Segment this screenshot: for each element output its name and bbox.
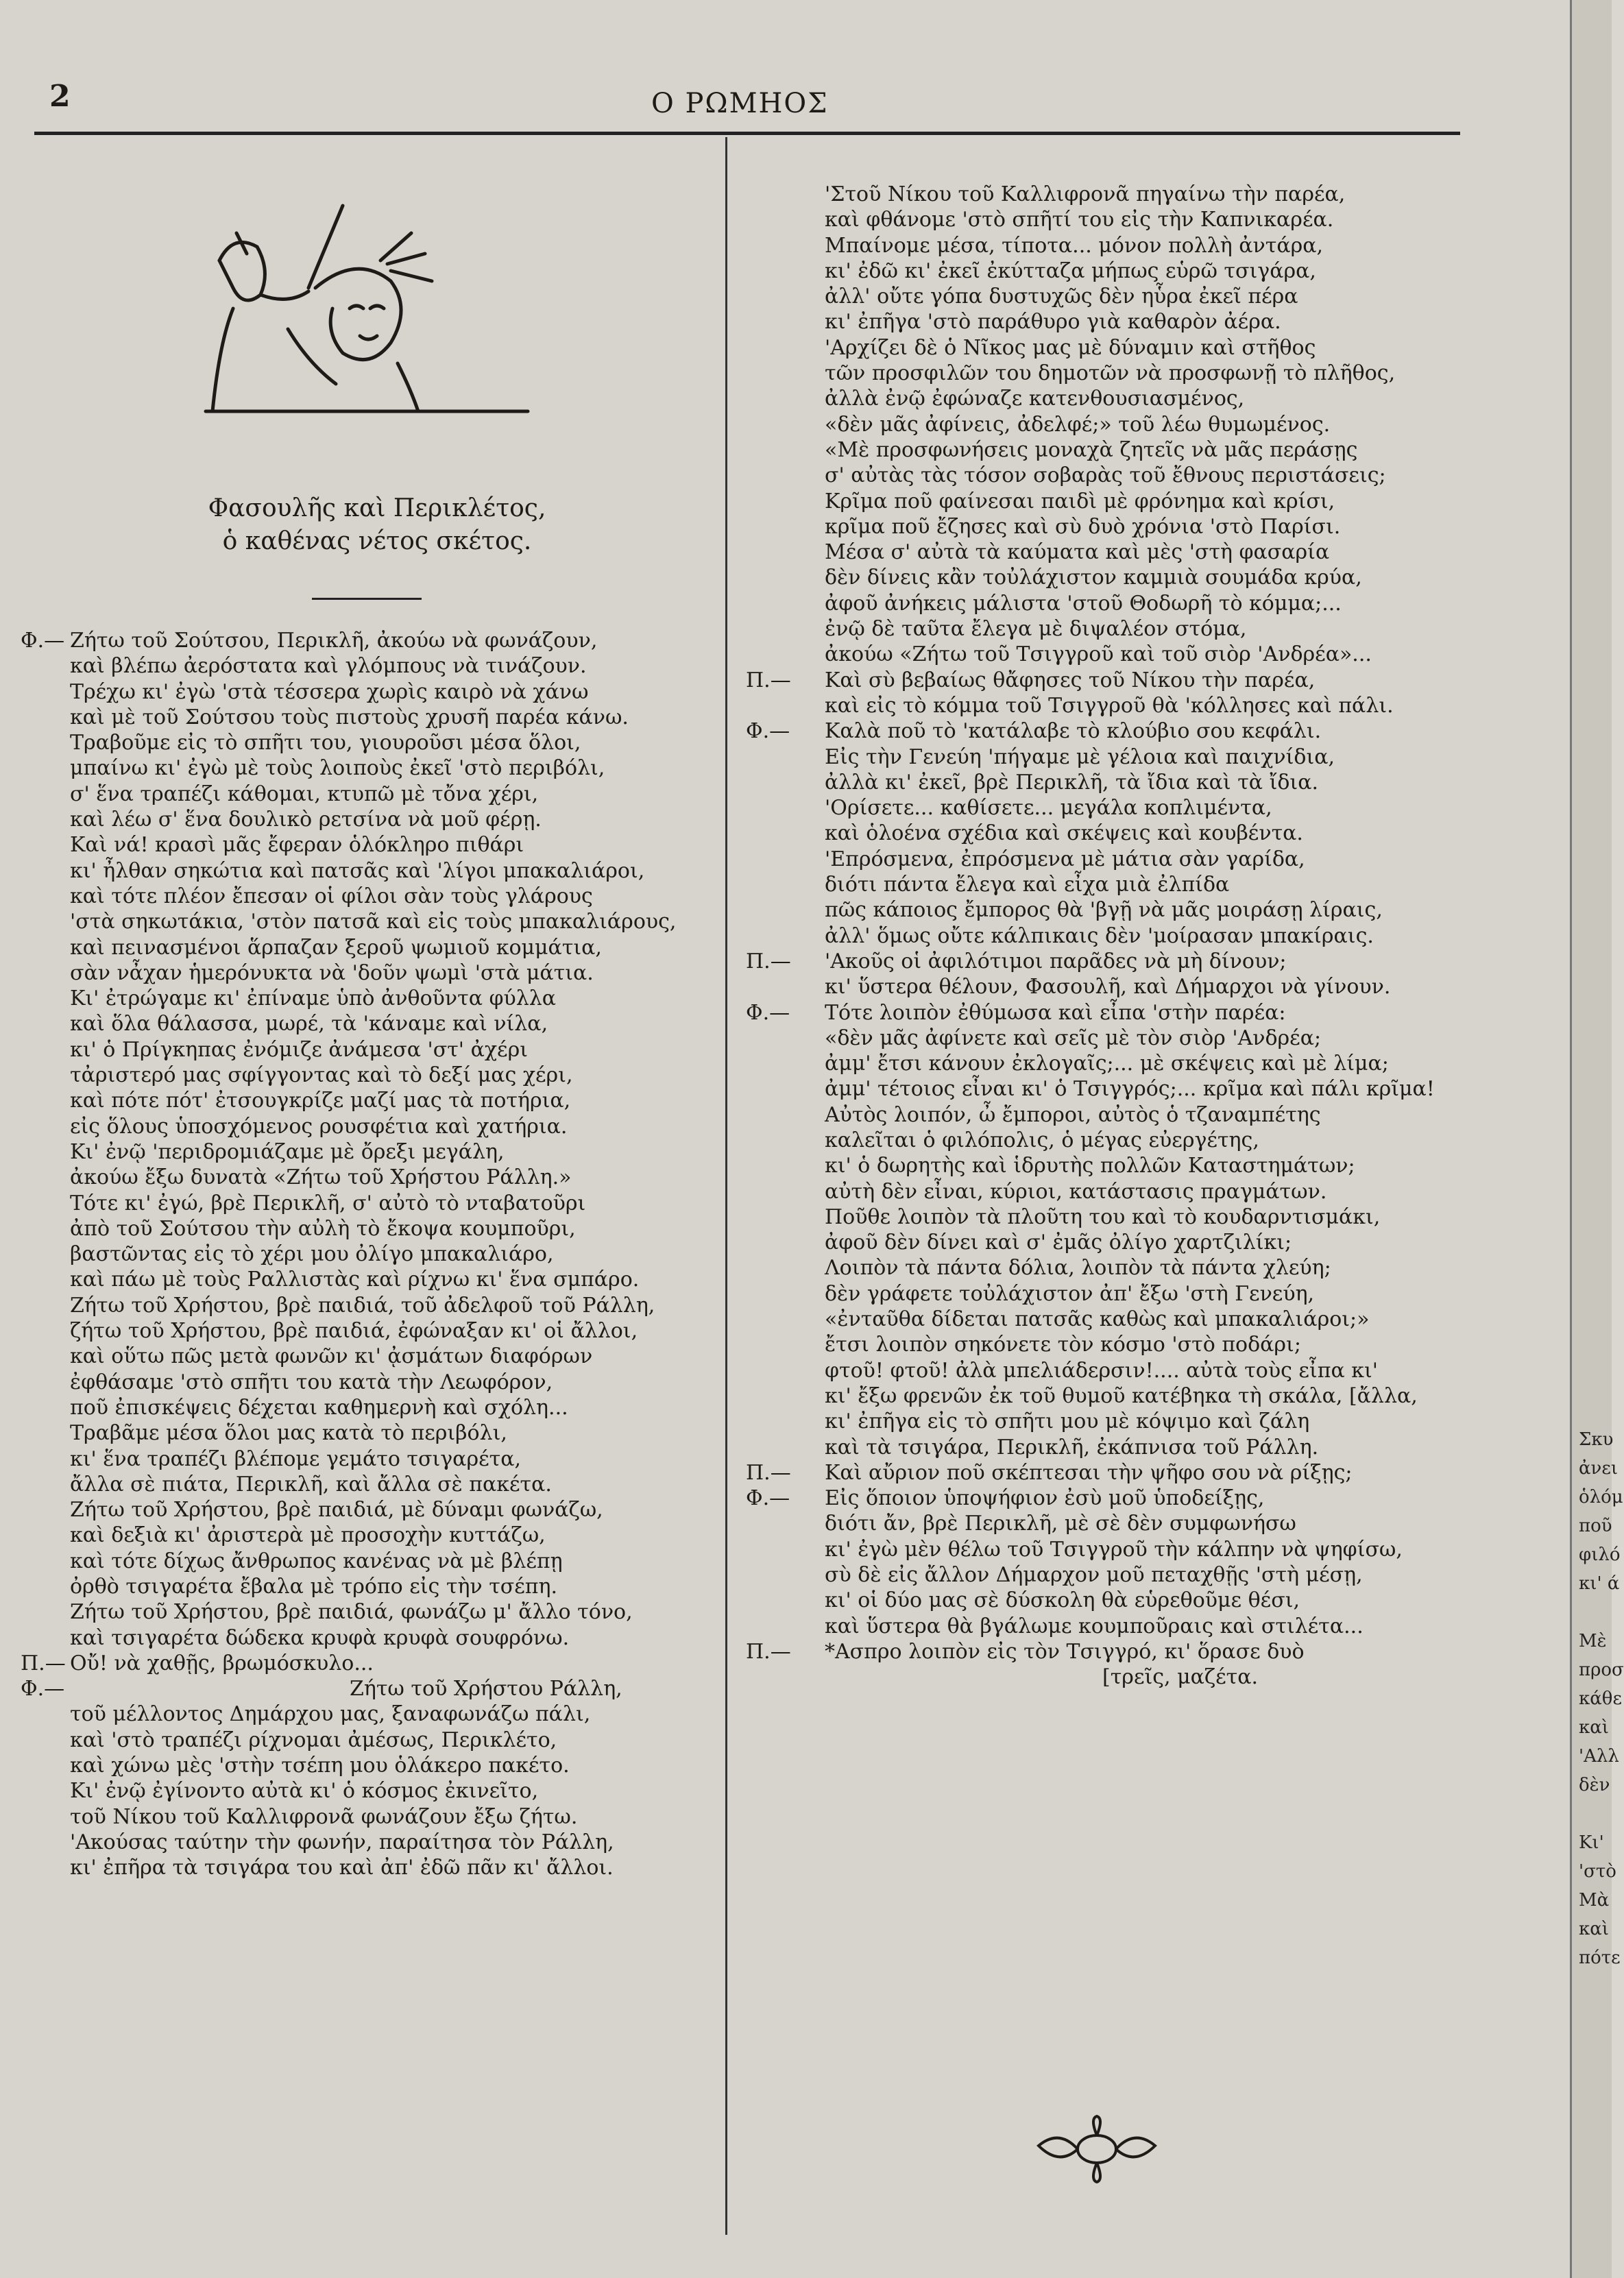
verse-line [746,207,1459,232]
verse-text: κι' ἐδῶ κι' ἐκεῖ ἐκύτταζα μήπως εὑρῶ τσιγάρα, [825,258,1316,283]
verse-line [746,1358,1459,1383]
verse-line [746,1383,1459,1409]
verse-line [21,807,713,832]
verse-line [21,1701,713,1727]
verse-text: 'στὰ σηκωτάκια, 'στὸν πατσᾶ καὶ εἰς τοὺς μπακαλιάρους, [70,910,677,934]
verse-text: Κι' ἐνῷ 'περιδρομιάζαμε μὲ ὄρεξι μεγάλη, [70,1139,505,1164]
verse-text: Ζήτω τοῦ Χρήστου, βρὲ παιδιά, μὲ δύναμι φωνάζω, [70,1498,603,1523]
verse-text: Τραβᾶμε μέσα ὅλοι μας κατὰ τὸ περιβόλι, [70,1421,507,1446]
verse-line [21,1139,713,1165]
cartoon-illustration [206,206,528,432]
bleed-fragment: κι' ά [1579,1573,1620,1594]
verse-line [746,463,1459,488]
verse-text: ἐφθάσαμε 'στὸ σπῆτι του κατὰ τὴν Λεωφόρον, [70,1370,553,1394]
bleed-fragment: 'Αλλ [1579,1746,1619,1767]
verse-text: φτοῦ! φτοῦ! ἀλὰ μπελιάδερσιν!.... αὐτὰ τοὺς εἶπα κι' [825,1358,1378,1383]
bleed-fragment: ἀνει [1579,1458,1619,1479]
bleed-fragment: προσ [1579,1660,1624,1680]
verse-line [21,1830,713,1855]
adjacent-page-bleed [1570,0,1624,2278]
verse-line [746,872,1459,897]
verse-line [746,616,1459,642]
verse-line [21,1676,713,1701]
verse-text: καὶ εἰς τὸ κόμμα τοῦ Τσιγγροῦ θὰ 'κόλλησες καὶ πάλι. [825,693,1394,718]
verse-line [746,1255,1459,1281]
verse-line [21,1037,713,1063]
verse-text: καὶ ὁλοένα σχέδια καὶ σκέψεις καὶ κουβέντα. [825,821,1303,846]
verse-line [21,781,713,807]
bleed-fragment: 'στὸ [1579,1861,1616,1882]
speaker-label: Π.— [746,1460,791,1485]
verse-line [21,1344,713,1369]
verse-line [21,628,713,653]
verse-text: ἀκούω ἔξω δυνατὰ «Ζήτω τοῦ Χρήστου Ράλλη.» [70,1165,572,1190]
verse-text: καὶ βλέπω ἀερόστατα καὶ γλόμπους νὰ τινάζουν. [70,654,587,679]
verse-line [746,1000,1459,1026]
verse-text: Εἰς τὴν Γενεύη 'πήγαμε μὲ γέλοια καὶ παιχνίδια, [825,744,1335,769]
verse-line [21,1293,713,1318]
verse-text: Καὶ νά! κρασὶ μᾶς ἔφεραν ὁλόκληρο πιθάρι [70,833,524,858]
verse-text: ποῦ ἐπισκέψεις δέχεται καθημερνὴ καὶ σχόλη... [70,1395,568,1420]
verse-line [746,540,1459,565]
verse-line [21,1497,713,1523]
verse-line [746,718,1459,744]
verse-text: Καὶ σὺ βεβαίως θἄφησες τοῦ Νίκου τὴν παρέα, [825,668,1316,692]
verse-text: καὶ φθάνομε 'στὸ σπῆτί του εἰς τὴν Καπνικαρέα. [825,208,1334,232]
verse-line [746,1409,1459,1434]
verse-line [746,1204,1459,1230]
verse-line [746,1230,1459,1255]
verse-text: ἀμμ' τέτοιος εἶναι κι' ὁ Τσιγγρός;... κρῖμα καὶ πάλι κρῖμα! [825,1077,1435,1102]
verse-text: Καὶ αὔριον ποῦ σκέπτεσαι τὴν ψῆφο σου νὰ ρίξῃς; [825,1460,1353,1485]
verse-text: Τότε κι' ἐγώ, βρὲ Περικλῆ, σ' αὐτὸ τὸ νταβατοῦρι [70,1191,586,1215]
verse-text: δὲν γράφετε τοὐλάχιστον ἀπ' ἔξω 'στὴ Γενεύη, [825,1281,1315,1306]
page-number: 2 [49,79,71,114]
bleed-fragment: ὁλόμ [1579,1487,1623,1507]
verse-line [21,909,713,934]
verse-line [21,1088,713,1113]
verse-line [746,1332,1459,1357]
verse-text: διότι ἄν, βρὲ Περικλῆ, μὲ σὲ δὲν συμφωνήσω [825,1512,1296,1536]
verse-text: ἔτσι λοιπὸν σηκόνετε τὸν κόσμο 'στὸ ποδάρι; [825,1333,1301,1357]
verse-text: ἀλλ' οὔτε γόπα δυστυχῶς δὲν ηὗρα ἐκεῖ πέρα [825,284,1298,309]
end-ornament [1032,2115,1162,2183]
verse-line [746,412,1459,437]
verse-text: ἀμμ' ἔτσι κάνουν ἐκλογαῖς;... μὲ σκέψεις καὶ μὲ λίμα; [825,1052,1389,1076]
verse-text: κι' ἦλθαν σηκώτια καὶ πατσᾶς καὶ 'λίγοι μπακαλιάροι, [70,858,645,883]
verse-text: πῶς κάποιος ἔμπορος θὰ 'βγῇ νὰ μᾶς μοιράσῃ λίραις, [825,898,1383,923]
verse-line [746,974,1459,999]
verse-text: 'Ορίσετε... καθίσετε... μεγάλα κοπλιμέντα, [825,796,1272,821]
verse-line [21,1267,713,1292]
verse-text: Ζήτω τοῦ Σούτσου, Περικλῆ, ἀκούω νὰ φωνάζουν, [70,629,598,653]
verse-text: «δὲν μᾶς ἀφίνετε καὶ σεῖς μὲ τὸν σιὸρ 'Ανδρέα; [825,1026,1322,1050]
bleed-fragment: Σκυ [1579,1429,1614,1450]
verse-text: κι' ἐπῆρα τὰ τσιγάρα του καὶ ἀπ' ἐδῶ πᾶν κι' ἄλλοι. [70,1856,614,1880]
verse-line [21,1191,713,1216]
verse-line [746,1562,1459,1588]
verse-line [21,1318,713,1344]
verse-text: ἄλλα σὲ πιάτα, Περικλῆ, καὶ ἄλλα σὲ πακέτα. [70,1472,552,1497]
verse-line [746,1664,1459,1690]
speaker-label: Π.— [21,1651,66,1675]
verse-text: Μέσα σ' αὐτὰ τὰ καύματα καὶ μὲς 'στὴ φασαρία [825,540,1330,565]
verse-line [746,1026,1459,1051]
verse-text: καὶ μὲ τοῦ Σούτσου τοὺς πιστοὺς χρυσῆ παρέα κάνω. [70,705,629,729]
verse-line [746,1179,1459,1204]
verse-line [21,960,713,986]
verse-line [21,1728,713,1753]
verse-text: 'Αρχίζει δὲ ὁ Νῖκος μας μὲ δύναμιν καὶ στῆθος [825,335,1316,360]
verse-text: ἀπὸ τοῦ Σούτσου τὴν αὐλὴ τὸ ἔκοψα κουμποῦρι, [70,1216,576,1241]
verse-line [746,668,1459,693]
verse-text: Κι' ἐνῷ ἐγίνοντο αὐτὰ κι' ὁ κόσμος ἐκινεῖτο, [70,1779,539,1804]
verse-text: ἀλλὰ κι' ἐκεῖ, βρὲ Περικλῆ, τὰ ἴδια καὶ τὰ ἴδια. [825,770,1318,795]
verse-text: Αὐτὸς λοιπόν, ὦ ἔμποροι, αὐτὸς ὁ τζαναμπέτης [825,1102,1321,1127]
verse-text: τοῦ μέλλοντος Δημάρχου μας, ξαναφωνάζω πάλι, [70,1702,591,1727]
verse-text: κρῖμα ποῦ ἔζησες καὶ σὺ δυὸ χρόνια 'στὸ Παρίσι. [825,514,1341,539]
verse-text: καὶ 'στὸ τραπέζι ρίχνομαι ἀμέσως, Περικλέτο, [70,1728,557,1752]
verse-text: 'Ακοῦς οἱ ἀφιλότιμοι παρᾶδες νὰ μὴ δίνουν; [825,949,1287,973]
speaker-label: Φ.— [746,1000,790,1025]
verse-line [746,744,1459,770]
verse-text: κι' ἔξω φρενῶν ἐκ τοῦ θυμοῦ κατέβηκα τὴ σκάλα, [ἄλλα, [825,1383,1418,1408]
verse-line [21,935,713,960]
verse-text: καὶ τσιγαρέτα δώδεκα κρυφὰ κρυφὰ σουφρόνω. [70,1625,570,1650]
verse-line [746,1537,1459,1562]
newspaper-title: Ο ΡΩΜΗΟΣ [651,88,829,119]
verse-line [21,1165,713,1190]
verse-line [21,1778,713,1804]
caption-line-1: Φασουλῆς καὶ Περικλέτος, [208,494,546,522]
verse-line [21,884,713,909]
verse-line [746,1128,1459,1153]
column-divider [725,137,727,2235]
verse-text: σ' ἕνα τραπέζι κάθομαι, κτυπῶ μὲ τὄνα χέρι, [70,781,539,806]
verse-text: [τρεῖς, μαζέτα. [1102,1665,1259,1690]
verse-text: κι' ἕνα τραπέζι βλέπομε γεμάτο τσιγαρέτα, [70,1446,522,1471]
verse-text: Ποῦθε λοιπὸν τὰ πλοῦτη του καὶ τὸ κουδαρντισμάκι, [825,1204,1381,1229]
verse-line [21,679,713,705]
verse-text: τοῦ Νίκου τοῦ Καλλιφρονᾶ φωνάζουν ἔξω ζήτω. [70,1804,578,1829]
bleed-fragment: Μὲ [1579,1631,1607,1651]
verse-text: Κι' ἐτρώγαμε κι' ἐπίναμε ὑπὸ ἀνθοῦντα φύλλα [70,986,557,1011]
bleed-fragment: κάθε [1579,1688,1622,1709]
verse-text: Τρέχω κι' ἐγὼ 'στὰ τέσσερα χωρὶς καιρὸ νὰ χάνω [70,679,589,704]
verse-text: «Μὲ προσφωνήσεις μοναχὰ ζητεῖς νὰ μᾶς περάσῃς [825,437,1358,462]
verse-line [746,335,1459,361]
verse-line [21,1599,713,1625]
speaker-label: Π.— [746,949,791,973]
verse-line [746,489,1459,514]
verse-line [21,1114,713,1139]
verse-text: ἀκούω «Ζήτω τοῦ Τσιγγροῦ καὶ τοῦ σιὸρ 'Ανδρέα»... [825,642,1372,667]
verse-text: Ζήτω τοῦ Χρήστου, βρὲ παιδιά, φωνάζω μ' ἄλλο τόνο, [70,1600,633,1625]
verse-line [21,1523,713,1548]
verse-text: κι' ἐγὼ μὲν θέλω τοῦ Τσιγγροῦ τὴν κάλπην νὰ ψηφίσω, [825,1537,1403,1562]
verse-text: ἐνῷ δὲ ταῦτα ἔλεγα μὲ διψαλέον στόμα, [825,617,1247,642]
verse-line [21,986,713,1011]
verse-text: 'Στοῦ Νίκου τοῦ Καλλιφρονᾶ πηγαίνω τὴν παρέα, [825,182,1346,206]
verse-text: Ζήτω τοῦ Χρήστου, βρὲ παιδιά, τοῦ ἀδελφοῦ τοῦ Ράλλη, [70,1293,655,1318]
verse-text: κι' ἐπῆγα εἰς τὸ σπῆτι μου μὲ κόψιμο καὶ ζάλη [825,1409,1310,1434]
verse-line [21,1011,713,1037]
verse-line [746,1639,1459,1664]
verse-text: Τότε λοιπὸν ἐθύμωσα καὶ εἶπα 'στὴν παρέα: [825,1000,1286,1025]
bleed-fragment: ποῦ [1579,1516,1612,1536]
speaker-label: Φ.— [21,629,65,653]
verse-line [21,730,713,755]
verse-line [746,1102,1459,1128]
verse-text: κι' ἐπῆγα 'στὸ παράθυρο γιὰ καθαρὸν ἀέρα. [825,310,1281,335]
verse-text: σὺ δὲ εἰς ἄλλον Δήμαρχον μοῦ πεταχθῇς 'στὴ μέσῃ, [825,1563,1363,1588]
verse-line [21,1241,713,1267]
verse-line [746,1588,1459,1613]
verse-line [746,1076,1459,1102]
verse-text: ἀφοῦ ἀνήκεις μάλιστα 'στοῦ Θοδωρῆ τὸ κόμμα;... [825,591,1342,616]
verse-text: κι' ὕστερα θέλουν, Φασουλῆ, καὶ Δήμαρχοι νὰ γίνουν. [825,975,1391,999]
verse-line [21,1753,713,1778]
verse-line [746,1435,1459,1460]
caption-divider [312,598,422,600]
verse-line [21,705,713,730]
verse-text: εἰς ὅλους ὑποσχόμενος ρουσφέτια καὶ χατήρια. [70,1114,568,1139]
verse-line [746,182,1459,207]
verse-line [746,284,1459,309]
verse-line [21,653,713,679]
verse-text: Εἰς ὅποιον ὑποψήφιον ἐσὺ μοῦ ὑποδείξῃς, [825,1486,1265,1511]
verse-line [21,1651,713,1676]
verse-text: τἀριστερό μας σφίγγοντας καὶ τὸ δεξί μας χέρι, [70,1063,573,1088]
verse-line [746,591,1459,616]
verse-line [746,1153,1459,1178]
verse-text: ζήτω τοῦ Χρήστου, βρὲ παιδιά, ἐφώναξαν κι' οἱ ἄλλοι, [70,1319,638,1344]
bleed-fragment: δὲν [1579,1775,1610,1795]
verse-line [746,514,1459,540]
verse-text: ἀλλὰ ἐνῷ ἐφώναζε κατενθουσιασμένος, [825,387,1245,411]
verse-line [746,309,1459,335]
verse-text: καλεῖται ὁ φιλόπολις, ὁ μέγας εὐεργέτης, [825,1128,1259,1152]
verse-line [746,1307,1459,1332]
verse-text: καὶ λέω σ' ἕνα δουλικὸ ρετσίνα νὰ μοῦ φέρῃ. [70,808,542,832]
verse-line [21,755,713,781]
verse-line [746,821,1459,846]
verse-text: «δὲν μᾶς ἀφίνεις, ἀδελφέ;» τοῦ λέω θυμωμένος. [825,412,1331,437]
verse-line [21,1574,713,1599]
verse-line [746,923,1459,949]
verse-line [21,832,713,858]
caption-line-2: ὁ καθένας νέτος σκέτος. [222,527,532,555]
verse-line [21,1395,713,1420]
verse-line [21,1804,713,1830]
verse-line [746,233,1459,258]
verse-line [746,1460,1459,1486]
verse-text: Ζήτω τοῦ Χρήστου Ράλλη, [350,1677,622,1701]
verse-line [746,1511,1459,1536]
verse-line [746,386,1459,411]
verse-text: σὰν νἆχαν ἡμερόνυκτα νὰ 'δοῦν ψωμὶ 'στὰ μάτια. [70,960,594,985]
header-rule [34,132,1460,135]
verse-line [746,1614,1459,1639]
verse-text: καὶ ὕστερα θὰ βγάλωμε κουμποῦραις καὶ στιλέτα... [825,1614,1364,1638]
verse-text: Καλὰ ποῦ τὸ 'κατάλαβε τὸ κλούβιο σου κεφάλι. [825,719,1322,744]
verse-line [746,897,1459,923]
verse-line [21,1216,713,1241]
verse-text: 'Ακούσας ταύτην τὴν φωνήν, παραίτησα τὸν Ράλλη, [70,1830,614,1854]
verse-text: κι' οἱ δύο μας σὲ δύσκολη θὰ εὑρεθοῦμε θέσι, [825,1588,1300,1613]
verse-text: ἀφοῦ δὲν δίνει καὶ σ' ἐμᾶς ὀλίγο χαρτζιλίκι; [825,1231,1292,1255]
verse-line [21,1370,713,1395]
verse-text: 'Επρόσμενα, ἐπρόσμενα μὲ μάτια σὰν γαρίδα, [825,847,1305,871]
verse-text: καὶ δεξιὰ κι' ἀριστερὰ μὲ προσοχὴν κυττάζω, [70,1523,546,1548]
verse-line [746,1051,1459,1076]
verse-line [746,1281,1459,1307]
speaker-label: Φ.— [21,1677,65,1701]
verse-text: καὶ χώνω μὲς 'στὴν τσέπη μου ὁλάκερο πακέτο. [70,1754,570,1778]
verse-text: ὀρθὸ τσιγαρέτα ἔβαλα μὲ τρόπο εἰς τὴν τσέπη. [70,1574,558,1599]
verse-text: Κρῖμα ποῦ φαίνεσαι παιδὶ μὲ φρόνημα καὶ κρίσι, [825,489,1335,513]
verse-text: καὶ πάω μὲ τοὺς Ραλλιστὰς καὶ ρίχνω κι' ἕνα σμπάρο. [70,1268,640,1292]
verse-text: καὶ τότε δίχως ἄνθρωπος κανένας νὰ μὲ βλέπῃ [70,1549,563,1573]
verse-text: βαστῶντας εἰς τὸ χέρι μου ὀλίγο μπακαλιάρο, [70,1242,554,1267]
speaker-label: Π.— [746,668,791,692]
verse-text: διότι πάντα ἔλεγα καὶ εἶχα μιὰ ἐλπίδα [825,873,1230,897]
bleed-fragment: πότε [1579,1948,1621,1968]
verse-line [746,437,1459,463]
verse-line [21,1420,713,1446]
verse-text: καὶ τὰ τσιγάρα, Περικλῆ, ἐκάπνισα τοῦ Ράλλη. [825,1435,1319,1459]
bleed-fragment: Κι' [1579,1832,1604,1853]
verse-line [746,949,1459,974]
verse-line [746,847,1459,872]
verse-text: κι' ὁ Πρίγκηπας ἐνόμιζε ἀνάμεσα 'στ' ἀχέρι [70,1037,528,1062]
verse-text: τῶν προσφιλῶν του δημοτῶν νὰ προσφωνῇ τὸ πλῆθος, [825,361,1396,386]
bleed-fragment: φιλό [1579,1544,1621,1565]
speaker-label: Φ.— [746,719,790,744]
verse-text: καὶ πότε πότ' ἐτσουγκρίζε μαζί μας τὰ ποτήρια, [70,1089,571,1113]
verse-line [746,693,1459,718]
verse-line [21,1472,713,1497]
left-column-dialogue [21,628,713,1881]
verse-text: αὐτὴ δὲν εἶναι, κύριοι, κατάστασις πραγμάτων. [825,1179,1327,1204]
verse-text: *Ασπρο λοιπὸν εἰς τὸν Τσιγγρό, κι' ὅρασε δυὸ [825,1639,1305,1664]
verse-text: Τραβοῦμε εἰς τὸ σπῆτι του, γιουροῦσι μέσα ὅλοι, [70,731,581,755]
verse-text: δὲν δίνεις κἂν τοὐλάχιστον καμμιὰ σουμάδα κρύα, [825,566,1362,590]
verse-line [21,1855,713,1880]
verse-text: καὶ τότε πλέον ἔπεσαν οἱ φίλοι σὰν τοὺς γλάρους [70,884,593,908]
speaker-label: Π.— [746,1639,791,1664]
verse-text: «ἐνταῦθα δίδεται πατσᾶς καθὼς καὶ μπακαλιάροι;» [825,1307,1370,1332]
verse-line [746,1486,1459,1511]
bleed-fragment: καὶ [1579,1717,1610,1738]
verse-text: Λοιπὸν τὰ πάντα δόλια, λοιπὸν τὰ πάντα χλεύη; [825,1256,1331,1281]
verse-text: Μπαίνομε μέσα, τίποτα... μόνον πολλὴ ἀντάρα, [825,233,1324,258]
verse-text: καὶ ὅλα θάλασσα, μωρέ, τὰ 'κάναμε καὶ νίλα, [70,1012,548,1037]
verse-text: μπαίνω κι' ἐγὼ μὲ τοὺς λοιποὺς ἐκεῖ 'στὸ περιβόλι, [70,756,605,781]
verse-line [746,565,1459,590]
verse-line [21,858,713,884]
bleed-fragment: Μὰ [1579,1890,1610,1911]
verse-text: καὶ οὕτω πῶς μετὰ φωνῶν κι' ᾀσμάτων διαφόρων [70,1344,593,1369]
verse-text: καὶ πεινασμένοι ἅρπαζαν ξεροῦ ψωμιοῦ κομμάτια, [70,935,602,960]
speaker-label: Φ.— [746,1486,790,1511]
verse-line [746,770,1459,795]
verse-text: κι' ὁ δωρητὴς καὶ ἱδρυτὴς πολλῶν Καταστημάτων; [825,1154,1355,1178]
verse-line [746,642,1459,667]
verse-text: ἀλλ' ὅμως οὔτε κάλπικαις δὲν 'μοίρασαν μπακίραις. [825,923,1374,948]
verse-line [21,1549,713,1574]
bleed-fragment: καὶ [1579,1919,1610,1939]
verse-line [746,795,1459,821]
cartoon-caption [185,492,569,558]
verse-line [21,1063,713,1088]
verse-text: σ' αὐτὰς τὰς τόσον σοβαρὰς τοῦ ἔθνους περιστάσεις; [825,463,1386,488]
right-column-dialogue [746,182,1459,1691]
verse-line [746,258,1459,284]
verse-line [21,1446,713,1472]
verse-text: Οὔ! νὰ χαθῇς, βρωμόσκυλο... [70,1651,374,1675]
verse-line [746,361,1459,386]
verse-line [21,1625,713,1651]
